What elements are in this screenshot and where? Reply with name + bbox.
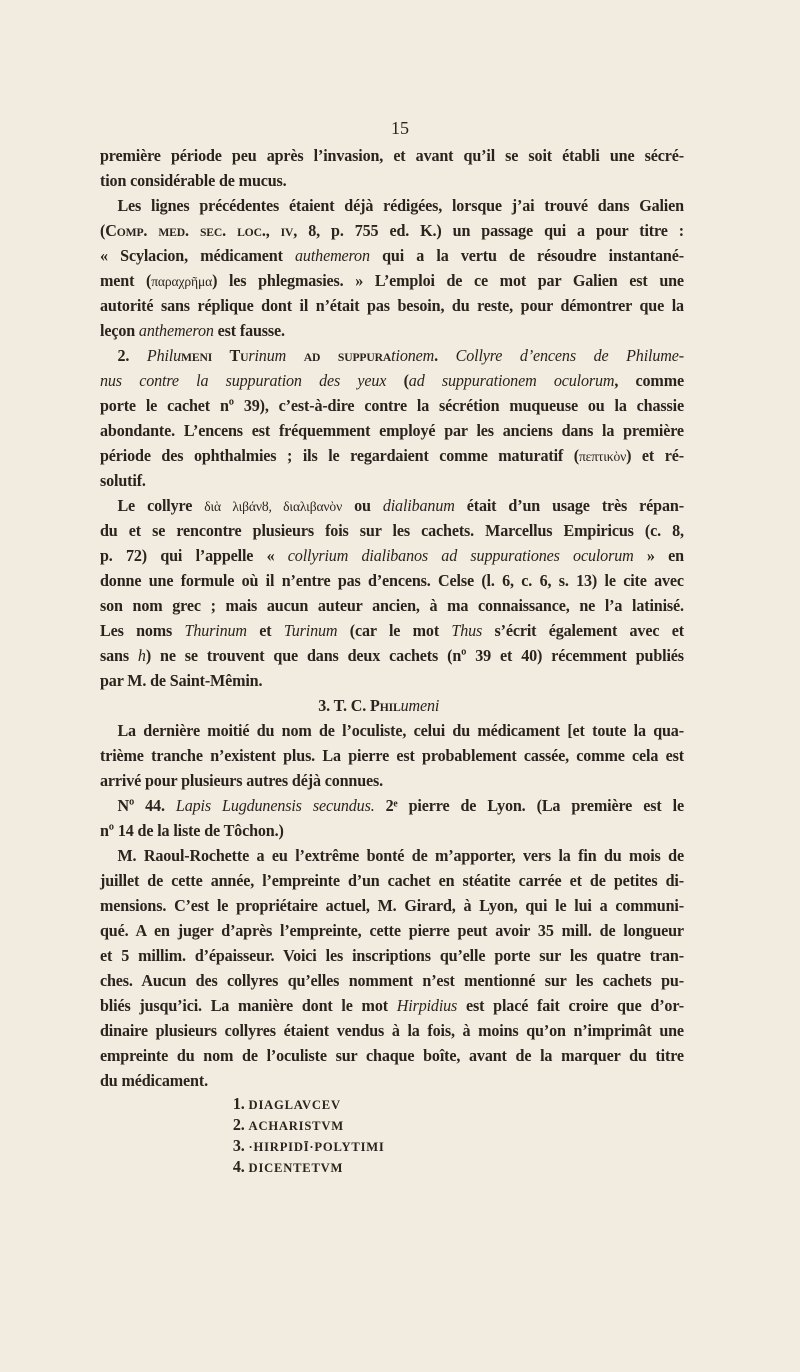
text-run: « Scylacion, médicament bbox=[100, 246, 296, 265]
page-body bbox=[100, 143, 702, 1177]
text-run: ches. Aucun des collyres qu’elles nomment n’est mentionné sur les cachets pu- bbox=[100, 971, 684, 990]
text-line bbox=[100, 668, 684, 693]
paragraph bbox=[100, 493, 702, 693]
text-run: 3. T. C. P bbox=[318, 696, 380, 715]
text-run: qui a la vertu de résoudre instantané- bbox=[369, 246, 684, 265]
italic-text: umeni bbox=[400, 696, 440, 715]
text-line bbox=[100, 643, 684, 668]
italic-text: Thus bbox=[451, 621, 483, 640]
text-run: Les noms bbox=[100, 621, 185, 640]
small-caps-text: meni bbox=[181, 346, 213, 365]
paragraph bbox=[100, 793, 702, 843]
italic-text: nus contre la suppuration des yeux bbox=[100, 371, 387, 390]
text-line bbox=[100, 793, 684, 818]
text-line bbox=[100, 318, 684, 343]
text-run: trième tranche n’existent plus. La pierre est probablement cassée, comme cela est bbox=[100, 746, 684, 765]
text-run: Nº 44. bbox=[117, 796, 176, 815]
italic-text: dialibanum bbox=[382, 496, 455, 515]
text-run bbox=[286, 346, 304, 365]
text-line bbox=[100, 343, 684, 368]
text-line bbox=[100, 843, 684, 868]
italic-text: tionem bbox=[391, 346, 435, 365]
greek-text: πεπτικὸν bbox=[578, 450, 627, 465]
italic-text: Turinum bbox=[283, 621, 338, 640]
text-run: 4. bbox=[232, 1157, 249, 1176]
text-line bbox=[100, 193, 684, 218]
text-run: première période peu après l’invasion, et avant qu’il se soit établi une sécré- bbox=[100, 146, 684, 165]
text-run: mensions. C’est le propriétaire actuel, M. Girard, à Lyon, qui le lui a communi- bbox=[100, 896, 684, 915]
text-run: 2. bbox=[117, 346, 147, 365]
text-line bbox=[100, 768, 684, 793]
text-run: du médicament. bbox=[100, 1071, 208, 1090]
text-line bbox=[100, 243, 684, 268]
small-caps-text: DICENTETVM bbox=[248, 1160, 344, 1175]
text-run: 2. bbox=[232, 1115, 249, 1134]
section-heading bbox=[100, 693, 702, 718]
text-line bbox=[100, 293, 684, 318]
text-run: sans bbox=[100, 646, 138, 665]
text-run: période des ophthalmies ; ils le regardaient comme maturatif ( bbox=[100, 446, 579, 465]
text-run: empreinte du nom de l’oculiste sur chaque boîte, avant de la marquer du titre bbox=[100, 1046, 684, 1065]
italic-text: authemeron bbox=[295, 246, 370, 265]
italic-text: Lapis Lugdunensis secundus. bbox=[175, 796, 375, 815]
text-run: . bbox=[434, 346, 456, 365]
text-line bbox=[100, 1068, 684, 1093]
inscription-list bbox=[100, 1093, 702, 1177]
small-caps-text: Comp. med. sec. loc. bbox=[105, 221, 266, 240]
text-line bbox=[100, 418, 684, 443]
text-run: leçon bbox=[100, 321, 139, 340]
text-run: (car le mot bbox=[337, 621, 452, 640]
text-run: son nom grec ; mais aucun auteur ancien, à ma connaissance, ne l’a latinisé. bbox=[100, 596, 684, 615]
text-line bbox=[100, 568, 684, 593]
paragraph bbox=[100, 843, 702, 1093]
text-line bbox=[100, 168, 684, 193]
text-run: » en bbox=[633, 546, 684, 565]
text-line bbox=[100, 443, 684, 468]
small-caps-text: DIAGLAVCEV bbox=[248, 1097, 341, 1112]
small-caps-text: hil bbox=[379, 696, 401, 715]
text-run: 2ᵉ pierre de Lyon. (La première est le bbox=[374, 796, 684, 815]
text-line bbox=[100, 618, 684, 643]
small-caps-text: ad suppura bbox=[303, 346, 392, 365]
text-run: dinaire plusieurs collyres étaient vendus à la fois, à moins qu’on n’imprimât une bbox=[100, 1021, 684, 1040]
italic-text: Collyre d’encens de Philume- bbox=[455, 346, 684, 365]
italic-text: Philu bbox=[146, 346, 182, 365]
text-run: porte le cachet nº 39), c’est-à-dire contre la sécrétion muqueuse ou la chassie bbox=[100, 396, 684, 415]
text-run: par M. de Saint-Mêmin. bbox=[100, 671, 263, 690]
text-line bbox=[100, 943, 684, 968]
list-item bbox=[100, 1114, 684, 1135]
italic-text: rinum bbox=[248, 346, 287, 365]
text-run: et bbox=[246, 621, 284, 640]
page-number: 15 bbox=[391, 118, 409, 138]
text-run: T bbox=[212, 346, 241, 365]
italic-text: h bbox=[137, 646, 146, 665]
text-run: ) et ré- bbox=[626, 446, 684, 465]
text-run: 3. bbox=[232, 1136, 249, 1155]
text-run: est fausse. bbox=[213, 321, 285, 340]
text-line bbox=[100, 218, 684, 243]
text-run: La dernière moitié du nom de l’oculiste, celui du médicament [et toute la qua- bbox=[117, 721, 684, 740]
text-run: , bbox=[265, 221, 281, 240]
text-run: , comme bbox=[614, 371, 684, 390]
text-run: ou bbox=[342, 496, 383, 515]
text-line bbox=[100, 868, 684, 893]
text-run: solutif. bbox=[100, 471, 146, 490]
italic-text: Thurinum bbox=[184, 621, 247, 640]
text-line bbox=[100, 693, 684, 718]
text-run: et 5 millim. d’épaisseur. Voici les inscriptions qu’elle porte sur les quatre tran- bbox=[100, 946, 684, 965]
text-line bbox=[100, 893, 684, 918]
list-item bbox=[100, 1093, 684, 1114]
text-run: ) les phlegmasies. » L’emploi de ce mot par Galien est une bbox=[212, 271, 684, 290]
text-run: juillet de cette année, l’empreinte d’un cachet en stéatite carrée et de petites di- bbox=[100, 871, 684, 890]
list-item bbox=[100, 1135, 684, 1156]
text-line bbox=[100, 468, 684, 493]
text-line bbox=[100, 918, 684, 943]
text-run: abondante. L’encens est fréquemment employé par les anciens dans la première bbox=[100, 421, 684, 440]
text-line bbox=[100, 593, 684, 618]
text-run: ) ne se trouvent que dans deux cachets (nº 39 et 40) récemment publiés bbox=[145, 646, 684, 665]
text-line bbox=[100, 393, 684, 418]
text-run: bliés jusqu’ici. La manière dont le mot bbox=[100, 996, 397, 1015]
text-line bbox=[100, 543, 684, 568]
text-run: M. Raoul-Rochette a eu l’extrême bonté de m’apporter, vers la fin du mois de bbox=[117, 846, 684, 865]
text-line bbox=[100, 818, 684, 843]
paragraph bbox=[100, 718, 702, 793]
text-line bbox=[100, 993, 684, 1018]
small-caps-text: u bbox=[240, 346, 249, 365]
paragraph bbox=[100, 193, 702, 343]
text-line bbox=[100, 368, 684, 393]
text-run: autorité sans réplique dont il n’était pas besoin, du reste, pour démontrer que la bbox=[100, 296, 684, 315]
text-run: ( bbox=[386, 371, 409, 390]
text-line bbox=[100, 493, 684, 518]
text-line bbox=[100, 743, 684, 768]
text-run: est placé fait croire que d’or- bbox=[457, 996, 684, 1015]
text-run: nº 14 de la liste de Tôchon.) bbox=[100, 821, 284, 840]
text-run: tion considérable de mucus. bbox=[100, 171, 287, 190]
text-line bbox=[100, 1043, 684, 1068]
small-caps-text: ·HIRPIDĪ·POLYTIMI bbox=[248, 1139, 385, 1154]
italic-text: anthemeron bbox=[138, 321, 214, 340]
small-caps-text: iv bbox=[280, 221, 294, 240]
text-run: s’écrit également avec et bbox=[482, 621, 684, 640]
text-run: ( bbox=[100, 221, 106, 240]
paragraph bbox=[100, 343, 702, 493]
text-run: p. 72) qui l’appelle « bbox=[100, 546, 288, 565]
small-caps-text: ACHARISTVM bbox=[248, 1118, 344, 1133]
text-line bbox=[100, 143, 684, 168]
italic-text: Hirpidius bbox=[396, 996, 458, 1015]
text-line bbox=[100, 1018, 684, 1043]
greek-text: διὰ λιβάνȣ, διαλιβανὸν bbox=[204, 500, 343, 515]
text-line bbox=[100, 518, 684, 543]
text-run: donne une formule où il n’entre pas d’encens. Celse (l. 6, c. 6, s. 13) le cite avec bbox=[100, 571, 684, 590]
text-run: du et se rencontre plusieurs fois sur les cachets. Marcellus Empiricus (c. 8, bbox=[100, 521, 684, 540]
list-item bbox=[100, 1156, 684, 1177]
text-line bbox=[100, 268, 684, 293]
text-run: Le collyre bbox=[117, 496, 205, 515]
text-run: Les lignes précédentes étaient déjà rédigées, lorsque j’ai trouvé dans Galien bbox=[117, 196, 684, 215]
text-run: était d’un usage très répan- bbox=[454, 496, 684, 515]
text-run: ment ( bbox=[100, 271, 152, 290]
text-line bbox=[100, 718, 684, 743]
italic-text: collyrium dialibanos ad suppurationes oculorum bbox=[287, 546, 634, 565]
greek-text: παραχρῆμα bbox=[151, 275, 213, 290]
paragraph bbox=[100, 143, 702, 193]
text-line bbox=[100, 968, 684, 993]
text-run: qué. A en juger d’après l’empreinte, cette pierre peut avoir 35 mill. de longueur bbox=[100, 921, 684, 940]
text-run: 1. bbox=[232, 1094, 249, 1113]
italic-text: ad suppurationem oculorum bbox=[408, 371, 615, 390]
text-run: , 8, p. 755 ed. K.) un passage qui a pour titre : bbox=[293, 221, 684, 240]
text-run: arrivé pour plusieurs autres déjà connues. bbox=[100, 771, 384, 790]
